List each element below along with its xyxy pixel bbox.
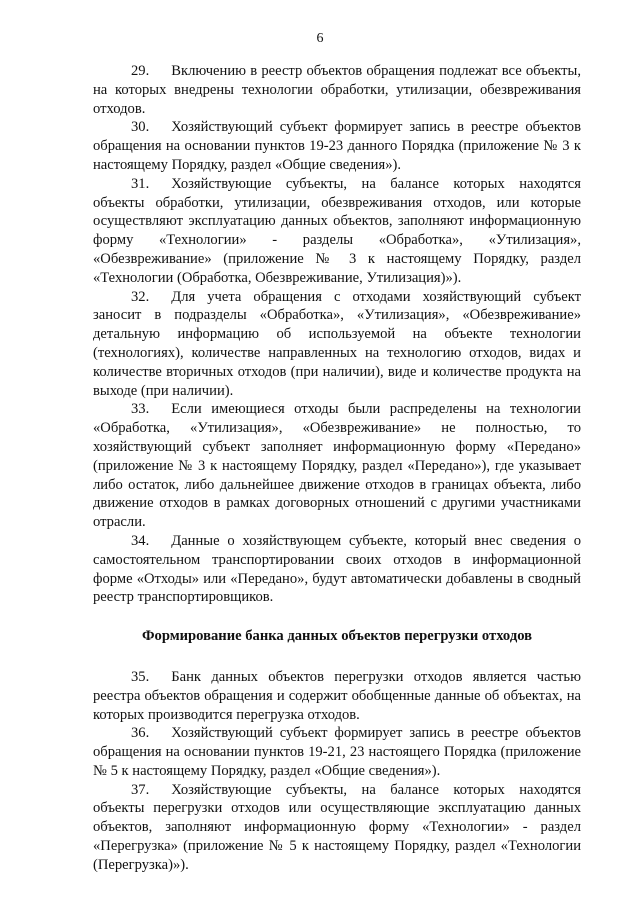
paragraph-text: Для учета обращения с отходами хозяйствующий субъект заносит в подразделы «Обработка», «Утилизация», «Обезвреживание» детальную информацию об используемой на объекте технологии (технологиях), количестве направленных на технологию отходов, видах и количестве вторичных отходов (при наличии), виде и количестве продукта на выходе (при наличии). <box>93 288 581 399</box>
paragraph-34 <box>93 532 581 607</box>
paragraph-text: Если имеющиеся отходы были распределены на технологии «Обработка, «Утилизация», «Обезвреживание» не полностью, то хозяйствующий субъект заполняет информационную форму «Передано» (приложение № 3 к настоящему Порядку, раздел «Передано»), где указывает либо остаток, либо дальнейшее движение отходов в границах объекта, либо движение отходов в рамках договорных отношений с другими участниками отрасли. <box>93 401 581 531</box>
paragraph-number: 29. <box>131 63 150 79</box>
paragraph-35 <box>93 668 581 724</box>
paragraph-number: 31. <box>131 175 150 192</box>
paragraph-number: 30. <box>131 119 150 136</box>
paragraph-text: Хозяйствующие субъекты, на балансе которых находятся объекты перегрузки отходов или осуществляющие эксплуатацию данных объектов, заполняют информационную форму «Технологии» - раздел «Перегрузка» (приложение № 5 к настоящему Порядку, раздел «Технологии (Перегрузка)»). <box>93 781 581 873</box>
paragraph-number: 32. <box>131 288 150 305</box>
paragraph-32 <box>93 288 581 401</box>
paragraph-text: Включению в реестр объектов обращения подлежат все объекты, на которых внедрены технологии обработки, утилизации, обезвреживания отходов. <box>93 63 581 117</box>
paragraph-text: Данные о хозяйствующем субъекте, который внес сведения о самостоятельном транспортировании своих отходов в информационной форме «Отходы» или «Передано», будут автоматически добавлены в сводный реестр транспортировщиков. <box>93 532 581 606</box>
document-body <box>93 62 581 875</box>
paragraph-37 <box>93 781 581 875</box>
paragraph-31 <box>93 175 581 288</box>
paragraph-text: Банк данных объектов перегрузки отходов является частью реестра объектов обращения и содержит обобщенные данные об объектах, на которых производится перегрузка отходов. <box>93 668 581 723</box>
paragraph-text: Хозяйствующий субъект формирует запись в реестре объектов обращения на основании пунктов 19-23 данного Порядка (приложение № 3 к настоящему Порядку, раздел «Общие сведения»). <box>93 119 581 173</box>
paragraph-33 <box>93 400 581 532</box>
section-heading: Формирование банка данных объектов перегрузки отходов <box>141 628 533 645</box>
paragraph-number: 33. <box>131 401 150 418</box>
paragraph-text: Хозяйствующие субъекты, на балансе которых находятся объекты обработки, утилизации, обезвреживания отходов, или которые осуществляют эксплуатацию данных объектов, заполняют информационную форму «Технологии» - разделы «Обработка», «Утилизация», «Обезвреживание» (приложение № 3 к настоящему Порядку, раздел «Технологии (Обработка, Обезвреживание, Утилизация)»). <box>93 175 581 286</box>
paragraph-29 <box>93 62 581 118</box>
paragraph-number: 35. <box>131 668 150 685</box>
paragraph-36 <box>93 724 581 780</box>
paragraph-number: 36. <box>131 725 150 742</box>
paragraph-number: 34. <box>131 532 150 549</box>
paragraph-number: 37. <box>131 781 150 798</box>
paragraph-30 <box>93 118 581 174</box>
page-number: 6 <box>316 31 324 46</box>
paragraph-text: Хозяйствующий субъект формирует запись в реестре объектов обращения на основании пунктов 19-21, 23 настоящего Порядка (приложение № 5 к настоящему Порядку, раздел «Общие сведения»). <box>93 725 581 779</box>
